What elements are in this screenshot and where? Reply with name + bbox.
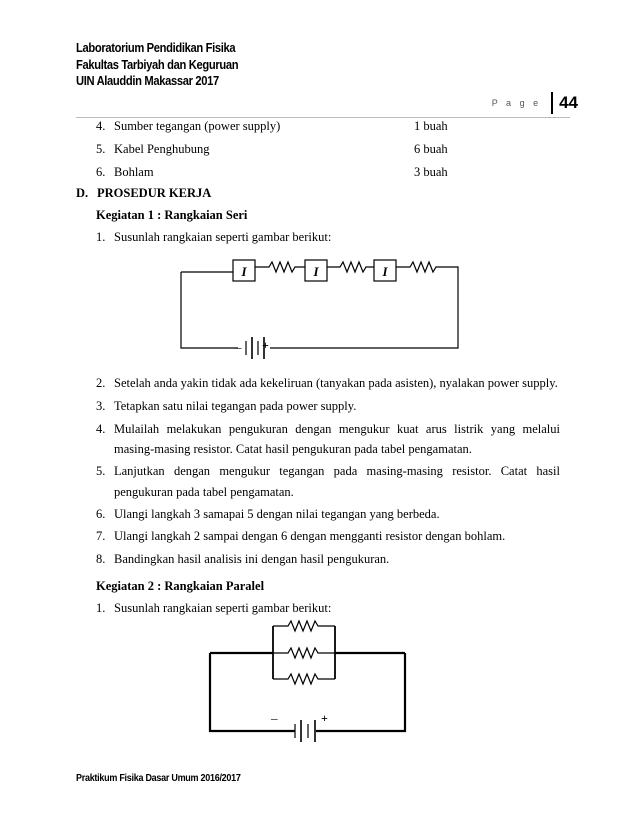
equipment-name: Sumber tegangan (power supply) xyxy=(114,119,281,133)
resistor xyxy=(273,674,335,684)
step-num: 8. xyxy=(96,552,106,566)
battery-minus-label: _ xyxy=(235,335,242,350)
step-text: Susunlah rangkaian seperti gambar berikut: xyxy=(114,601,332,615)
resistor xyxy=(396,262,438,272)
step-num: 2. xyxy=(96,376,106,390)
header-line-faculty: Fakultas Tarbiyah dan Keguruan xyxy=(76,56,239,72)
step-num: 6. xyxy=(96,507,106,521)
step-text: Susunlah rangkaian seperti gambar berikut: xyxy=(114,230,332,244)
page-divider xyxy=(551,92,553,114)
step-text-continued: pengukuran pada tabel pengamatan. xyxy=(114,485,294,499)
equipment-num: 5. xyxy=(96,142,106,156)
step-text-continued: masing-masing resistor. Catat hasil pengukuran pada tabel pengamatan. xyxy=(114,442,472,456)
equipment-qty: 3 buah xyxy=(414,165,448,179)
step-num: 1. xyxy=(96,230,106,244)
equipment-num: 6. xyxy=(96,165,106,179)
lab-header xyxy=(76,40,238,90)
header-line-lab: Laboratorium Pendidikan Fisika xyxy=(76,40,236,55)
step-text: Tetapkan satu nilai tegangan pada power supply. xyxy=(114,399,357,413)
activity2-title: Kegiatan 2 : Rangkaian Paralel xyxy=(96,579,265,593)
battery-plus-label: + xyxy=(262,338,269,352)
resistor xyxy=(273,648,335,658)
section-title: PROSEDUR KERJA xyxy=(97,186,212,200)
equipment-name: Kabel Penghubung xyxy=(114,142,210,156)
equipment-num: 4. xyxy=(96,119,106,133)
step-text: Ulangi langkah 3 samapai 5 dengan nilai tegangan yang berbeda. xyxy=(114,507,440,521)
parallel-circuit-diagram xyxy=(205,618,415,748)
wire xyxy=(270,267,458,348)
step-num: 5. xyxy=(96,464,106,478)
lamp-label: I xyxy=(382,264,388,279)
equipment-qty: 6 buah xyxy=(414,142,448,156)
footer-text: Praktikum Fisika Dasar Umum 2016/2017 xyxy=(76,773,241,784)
battery-plus-label: + xyxy=(321,711,328,725)
lamp-label: I xyxy=(241,264,247,279)
step-num: 4. xyxy=(96,422,106,436)
activity1-title: Kegiatan 1 : Rangkaian Seri xyxy=(96,208,248,222)
header-line-university: UIN Alauddin Makassar 2017 xyxy=(76,73,219,88)
resistor xyxy=(255,262,305,272)
wire xyxy=(210,653,295,731)
resistor xyxy=(327,262,374,272)
section-letter: D. xyxy=(76,186,89,200)
step-num: 3. xyxy=(96,399,106,413)
page-word: P a g e xyxy=(491,98,542,108)
equipment-qty: 1 buah xyxy=(414,119,448,133)
equipment-name: Bohlam xyxy=(114,165,154,179)
wire xyxy=(316,653,405,731)
wire xyxy=(181,272,238,348)
series-circuit-diagram xyxy=(176,255,466,360)
step-num: 1. xyxy=(96,601,106,615)
battery-minus-label: _ xyxy=(271,706,278,721)
step-text: Ulangi langkah 2 sampai dengan 6 dengan mengganti resistor dengan bohlam. xyxy=(114,529,506,543)
step-num: 7. xyxy=(96,529,106,543)
lamp-label: I xyxy=(313,264,319,279)
step-text: Mulailah melakukan pengukuran dengan mengukur kuat arus listrik yang melalui xyxy=(114,422,560,436)
step-text: Bandingkan hasil analisis ini dengan hasil pengukuran. xyxy=(114,552,390,566)
step-text: Setelah anda yakin tidak ada kekeliruan (tanyakan pada asisten), nyalakan power supply. xyxy=(114,376,558,390)
step-text: Lanjutkan dengan mengukur tegangan pada masing-masing resistor. Catat hasil xyxy=(114,464,560,478)
page-number: 44 xyxy=(559,93,578,112)
resistor xyxy=(273,621,335,631)
page-number-block xyxy=(492,92,578,114)
